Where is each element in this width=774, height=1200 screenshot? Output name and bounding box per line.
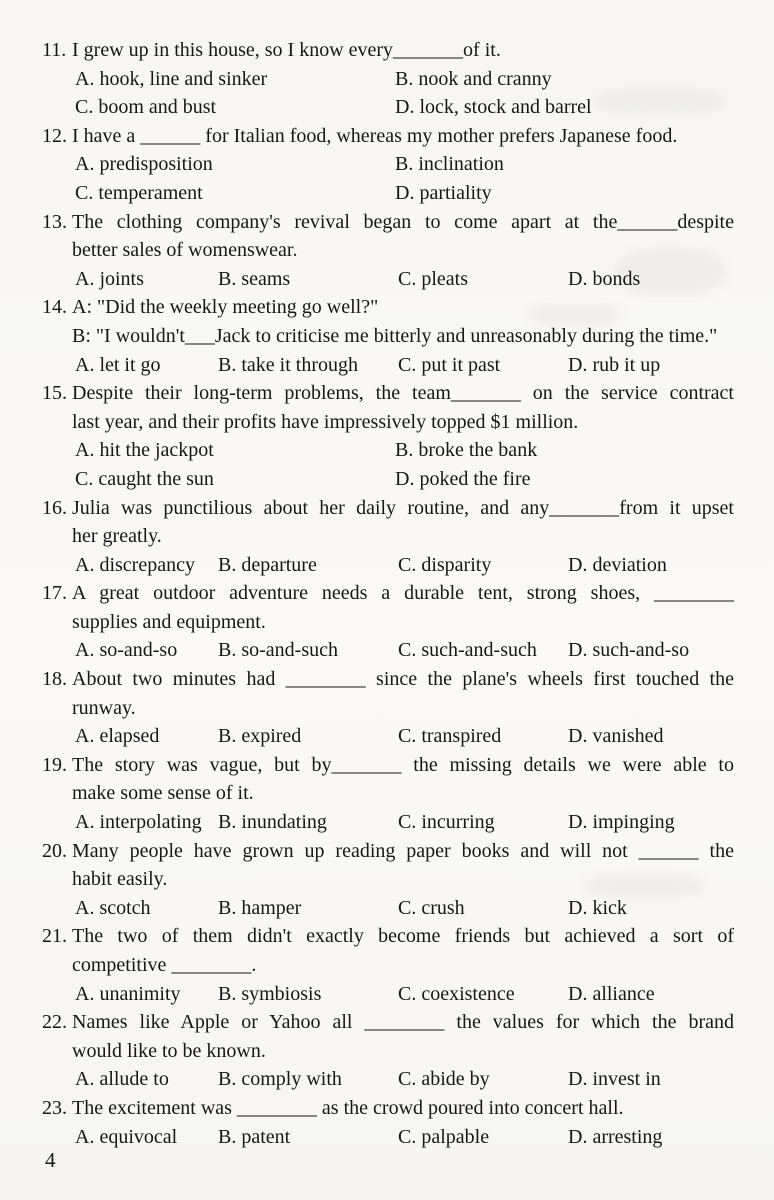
option-item xyxy=(395,150,734,179)
question-number: 17. xyxy=(42,582,67,605)
option-text: D. invest in xyxy=(568,1068,661,1091)
stem-line xyxy=(72,379,734,408)
option-text: C. coexistence xyxy=(398,982,515,1005)
options-grid xyxy=(42,65,734,122)
stem-line xyxy=(72,922,734,951)
stem-text: I grew up in this house, so I know every_______of it. xyxy=(72,39,501,61)
option-item xyxy=(75,265,218,294)
question-stem xyxy=(42,1094,734,1123)
stem-text: supplies and equipment. xyxy=(72,610,266,633)
option-item xyxy=(75,1065,218,1094)
options-grid xyxy=(42,436,734,493)
option-text: D. poked the fire xyxy=(395,467,531,490)
question-number: 18. xyxy=(42,668,67,691)
option-text: A. equivocal xyxy=(75,1125,178,1148)
option-item xyxy=(568,980,734,1009)
option-text: B. broke the bank xyxy=(395,439,538,462)
stem-text: Many people have grown up reading paper books and will not ______ the xyxy=(72,839,734,862)
question-number: 11. xyxy=(42,39,67,61)
stem-text: habit easily. xyxy=(72,868,168,891)
option-item xyxy=(75,808,218,837)
option-text: D. arresting xyxy=(568,1125,663,1148)
question-stem xyxy=(42,579,734,636)
option-text: B. departure xyxy=(218,553,317,576)
question-number: 23. xyxy=(42,1096,67,1119)
option-text: D. alliance xyxy=(568,982,655,1005)
option-text: A. elapsed xyxy=(75,725,160,748)
option-text: B. so-and-such xyxy=(218,639,338,662)
option-text: B. expired xyxy=(218,725,302,748)
question-block xyxy=(42,293,734,379)
options-grid xyxy=(42,1123,734,1152)
option-text: A. scotch xyxy=(75,896,151,919)
stem-line xyxy=(72,665,734,694)
option-item xyxy=(395,65,734,94)
question-block xyxy=(42,379,734,493)
option-item xyxy=(218,894,398,923)
option-item xyxy=(218,980,398,1009)
option-text: B. symbiosis xyxy=(218,982,322,1005)
option-item xyxy=(398,265,568,294)
option-text: C. pleats xyxy=(398,267,468,290)
stem-line xyxy=(72,522,734,551)
stem-text: would like to be known. xyxy=(72,1039,266,1062)
stem-text: last year, and their profits have impressively topped $1 million. xyxy=(72,410,579,433)
option-text: D. rub it up xyxy=(568,353,661,376)
option-item xyxy=(568,551,734,580)
option-item xyxy=(75,551,218,580)
option-text: B. inclination xyxy=(395,153,504,176)
stem-line xyxy=(72,36,734,65)
option-text: B. take it through xyxy=(218,353,358,376)
option-text: B. seams xyxy=(218,267,291,290)
option-item xyxy=(568,265,734,294)
question-number: 13. xyxy=(42,210,67,233)
option-item xyxy=(398,1065,568,1094)
question-block xyxy=(42,837,734,923)
option-item xyxy=(75,65,395,94)
option-item xyxy=(395,465,734,494)
option-text: C. palpable xyxy=(398,1125,490,1148)
options-grid xyxy=(42,722,734,751)
option-item xyxy=(398,808,568,837)
question-block xyxy=(42,922,734,1008)
stem-line xyxy=(72,694,734,723)
option-item xyxy=(398,1123,568,1152)
option-item xyxy=(395,179,734,208)
question-stem xyxy=(42,293,734,350)
options-grid xyxy=(42,980,734,1009)
question-number: 14. xyxy=(42,296,67,319)
question-block xyxy=(42,208,734,294)
question-block xyxy=(42,1008,734,1094)
option-item xyxy=(218,1065,398,1094)
options-grid xyxy=(42,265,734,294)
stem-line xyxy=(72,236,734,265)
option-item xyxy=(568,351,734,380)
option-item xyxy=(75,1123,218,1152)
question-number: 15. xyxy=(42,382,67,405)
question-stem xyxy=(42,751,734,808)
option-item xyxy=(568,1123,734,1152)
option-item xyxy=(218,722,398,751)
option-item xyxy=(218,351,398,380)
stem-line xyxy=(72,865,734,894)
option-text: B. inundating xyxy=(218,811,327,834)
question-stem xyxy=(42,379,734,436)
question-number: 20. xyxy=(42,839,67,862)
question-block xyxy=(42,36,734,122)
option-item xyxy=(398,980,568,1009)
question-number: 12. xyxy=(42,124,67,147)
option-text: B. hamper xyxy=(218,896,302,919)
option-text: D. bonds xyxy=(568,267,641,290)
question-block xyxy=(42,751,734,837)
question-block xyxy=(42,122,734,208)
stem-text: Despite their long-term problems, the team_______ on the service contract xyxy=(72,382,734,405)
option-item xyxy=(395,93,734,122)
stem-line xyxy=(72,494,734,523)
stem-text: About two minutes had ________ since the plane's wheels first touched the xyxy=(72,668,734,691)
stem-line xyxy=(72,608,734,637)
option-text: D. impinging xyxy=(568,811,675,834)
stem-text: runway. xyxy=(72,696,136,719)
option-text: A. let it go xyxy=(75,353,161,376)
option-text: B. nook and cranny xyxy=(395,67,552,90)
option-text: C. temperament xyxy=(75,181,203,204)
questions-list xyxy=(42,36,734,1151)
option-item xyxy=(75,436,395,465)
option-item xyxy=(75,150,395,179)
question-stem xyxy=(42,1008,734,1065)
option-item xyxy=(568,636,734,665)
option-item xyxy=(568,894,734,923)
option-text: D. kick xyxy=(568,896,627,919)
stem-text: The clothing company's revival began to come apart at the______despite xyxy=(72,210,734,233)
question-stem xyxy=(42,208,734,265)
options-grid xyxy=(42,1065,734,1094)
question-block xyxy=(42,665,734,751)
stem-line xyxy=(72,1008,734,1037)
stem-line xyxy=(72,1037,734,1066)
option-item xyxy=(75,894,218,923)
option-text: A. unanimity xyxy=(75,982,181,1005)
option-text: D. deviation xyxy=(568,553,667,576)
option-item xyxy=(218,808,398,837)
option-text: C. disparity xyxy=(398,553,492,576)
option-item xyxy=(75,465,395,494)
option-item xyxy=(568,1065,734,1094)
stem-line xyxy=(72,1094,734,1123)
option-item xyxy=(568,808,734,837)
stem-line xyxy=(72,408,734,437)
option-item xyxy=(75,636,218,665)
option-text: C. crush xyxy=(398,896,465,919)
question-stem xyxy=(42,122,734,151)
stem-line xyxy=(72,751,734,780)
option-text: A. joints xyxy=(75,267,144,290)
stem-line xyxy=(72,579,734,608)
options-grid xyxy=(42,808,734,837)
option-text: C. caught the sun xyxy=(75,467,214,490)
option-text: A. hook, line and sinker xyxy=(75,67,268,90)
option-item xyxy=(568,722,734,751)
option-text: A. predisposition xyxy=(75,153,213,176)
question-stem xyxy=(42,922,734,979)
stem-text: A: "Did the weekly meeting go well?" xyxy=(72,296,379,319)
question-block xyxy=(42,1094,734,1151)
question-number: 16. xyxy=(42,496,67,519)
option-text: A. so-and-so xyxy=(75,639,178,662)
page-number: 4 xyxy=(45,1148,56,1172)
option-item xyxy=(398,351,568,380)
options-grid xyxy=(42,551,734,580)
stem-text: her greatly. xyxy=(72,525,162,548)
question-stem xyxy=(42,665,734,722)
options-grid xyxy=(42,150,734,207)
stem-text: The two of them didn't exactly become friends but achieved a sort of xyxy=(72,925,734,948)
option-text: A. discrepancy xyxy=(75,553,195,576)
option-text: D. partiality xyxy=(395,181,492,204)
question-block xyxy=(42,494,734,580)
option-item xyxy=(398,894,568,923)
options-grid xyxy=(42,894,734,923)
option-text: C. incurring xyxy=(398,811,495,834)
question-stem xyxy=(42,494,734,551)
option-text: C. abide by xyxy=(398,1068,490,1091)
stem-line xyxy=(72,208,734,237)
question-stem xyxy=(42,36,734,65)
stem-text: make some sense of it. xyxy=(72,782,254,805)
option-item xyxy=(398,636,568,665)
option-text: D. lock, stock and barrel xyxy=(395,96,592,119)
option-item xyxy=(398,722,568,751)
option-text: B. patent xyxy=(218,1125,291,1148)
stem-line xyxy=(72,951,734,980)
stem-line xyxy=(72,293,734,322)
option-item xyxy=(218,1123,398,1152)
stem-text: Julia was punctilious about her daily routine, and any_______from it upset xyxy=(72,496,734,519)
stem-line xyxy=(72,322,734,351)
stem-text: The excitement was ________ as the crowd poured into concert hall. xyxy=(72,1096,624,1119)
option-item xyxy=(75,351,218,380)
option-item xyxy=(75,179,395,208)
option-item xyxy=(218,551,398,580)
stem-text: better sales of womenswear. xyxy=(72,239,298,262)
stem-line xyxy=(72,779,734,808)
question-number: 22. xyxy=(42,1011,67,1034)
option-text: C. put it past xyxy=(398,353,501,376)
stem-line xyxy=(72,122,734,151)
option-item xyxy=(218,636,398,665)
stem-text: I have a ______ for Italian food, whereas my mother prefers Japanese food. xyxy=(72,124,678,147)
option-item xyxy=(75,93,395,122)
option-text: C. boom and bust xyxy=(75,96,217,119)
question-stem xyxy=(42,837,734,894)
option-text: A. allude to xyxy=(75,1068,169,1091)
options-grid xyxy=(42,351,734,380)
option-text: B. comply with xyxy=(218,1068,342,1091)
question-number: 19. xyxy=(42,753,67,776)
option-text: D. vanished xyxy=(568,725,664,748)
option-item xyxy=(395,436,734,465)
stem-text: Names like Apple or Yahoo all ________ the values for which the brand xyxy=(72,1011,734,1034)
stem-text: competitive ________. xyxy=(72,954,257,976)
option-item xyxy=(75,980,218,1009)
stem-text: A great outdoor adventure needs a durable tent, strong shoes, ________ xyxy=(72,582,734,605)
option-item xyxy=(398,551,568,580)
option-text: A. interpolating xyxy=(75,811,202,834)
options-grid xyxy=(42,636,734,665)
question-number: 21. xyxy=(42,925,67,948)
option-text: A. hit the jackpot xyxy=(75,439,214,462)
stem-text: B: "I wouldn't___Jack to criticise me bitterly and unreasonably during the time." xyxy=(72,324,718,347)
stem-text: The story was vague, but by_______ the missing details we were able to xyxy=(72,753,734,776)
stem-line xyxy=(72,837,734,866)
option-text: C. transpired xyxy=(398,725,502,748)
option-item xyxy=(218,265,398,294)
question-block xyxy=(42,579,734,665)
option-text: C. such-and-such xyxy=(398,639,537,662)
option-item xyxy=(75,722,218,751)
option-text: D. such-and-so xyxy=(568,639,690,662)
